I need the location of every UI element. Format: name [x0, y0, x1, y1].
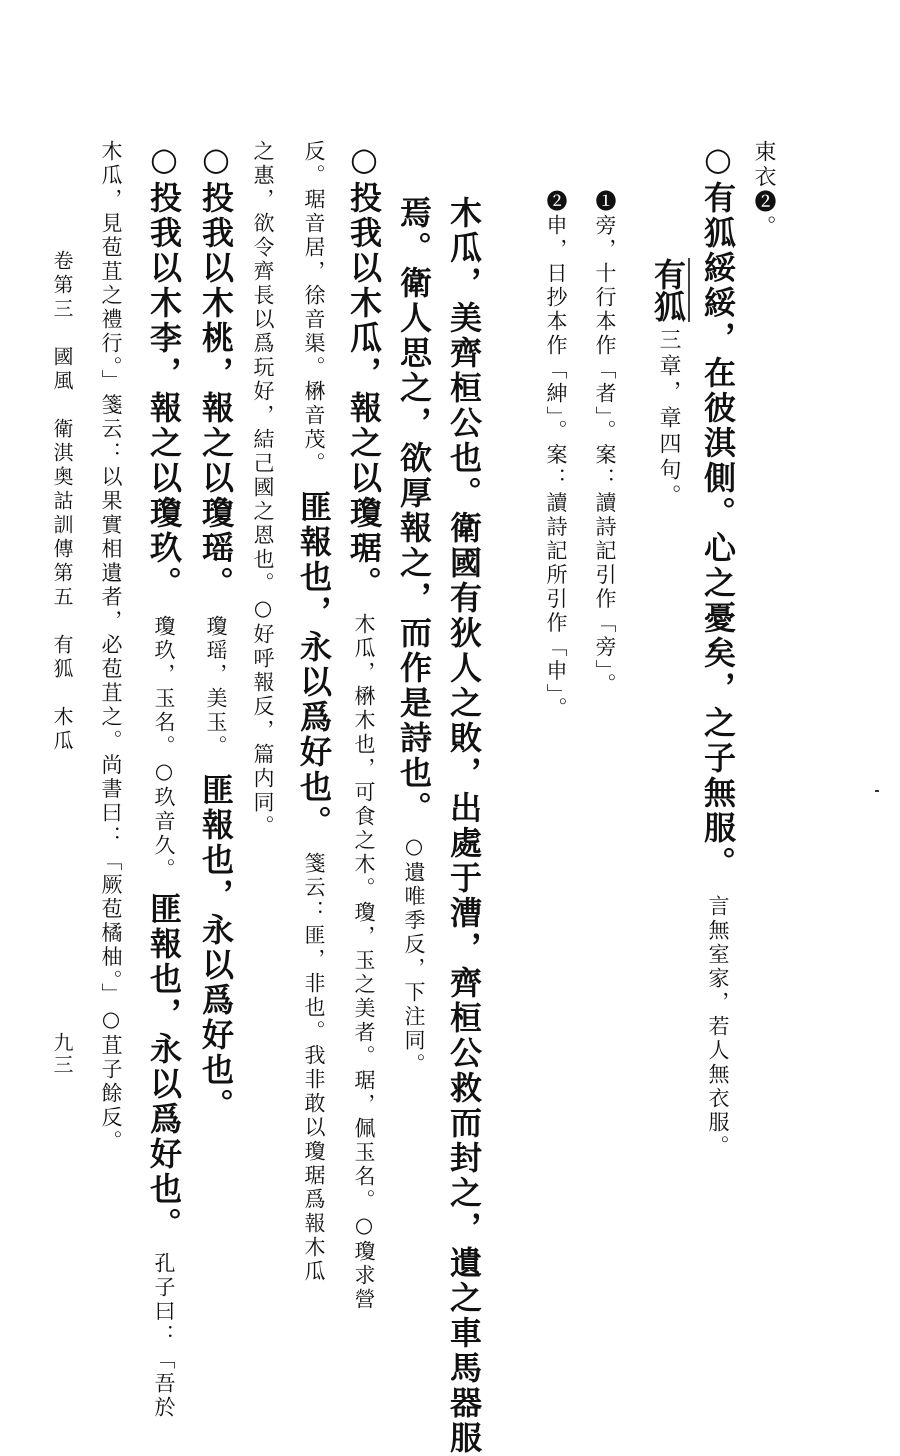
preface-line-1: 木瓜，美齊桓公也。衛國有狄人之敗，出處于漕，齊桓公救而封之，遺之車馬器服	[445, 196, 483, 1456]
page-number: 九三	[50, 1032, 74, 1076]
stanza-3	[145, 140, 183, 1420]
footnote-1: ❶旁，十行本作「者」。案：讀詩記引作「旁」。	[593, 190, 617, 697]
stanza-3-note-2: 孔子曰：「吾於	[152, 1252, 176, 1420]
running-footer: 卷第三 國風 衛淇奥詁訓傳第五 有狐 木瓜	[50, 250, 74, 754]
stanza-1-note-2: 反。琚音居，徐音渠。楙音茂。	[302, 140, 326, 476]
stanza-2	[197, 140, 235, 1123]
poem-text: ○有狐綏綏，在彼淇側。心之憂矣，之子無服。	[699, 140, 737, 881]
title-rest: 三章，章四句。	[656, 328, 681, 510]
stanza-1-note: 木瓜，楙木也，可食之木。瓊，玉之美者。琚，佩玉名。○瓊求營	[352, 613, 376, 1312]
title-name: 有狐	[649, 258, 690, 322]
stanza-2-text: ○投我以木桃，報之以瓊瑶。	[197, 140, 235, 601]
poem-line-1	[699, 140, 737, 1159]
stanza-3-note: 瓊玖，玉名。○玖音久。	[152, 615, 176, 882]
section-title	[649, 258, 687, 510]
preface-line-2	[395, 196, 433, 1077]
stanza-2-note: 瓊瑶，美玉。	[204, 615, 228, 759]
stanza-3-note-3: 木瓜，見苞苴之禮行。」箋云：以果實相遺者，必苞苴之。尚書曰：「厥苞橘柚。」○苴子餘反。	[99, 140, 123, 1154]
preface-text: 焉。衛人思之，欲厚報之，而作是詩也。	[395, 196, 433, 826]
stanza-1-note-4: 之惠，欲令齊長以爲玩好，結己國之恩也。○好呼報反，篇内同。	[251, 140, 275, 839]
stanza-1	[345, 140, 383, 1312]
fragment-text: 束衣❷。	[751, 140, 776, 240]
stanza-3-text: ○投我以木李，報之以瓊玖。	[145, 140, 183, 601]
stanza-1-cont	[295, 140, 333, 1284]
stanza-1-note-3: 箋云：匪，非也。我非敢以瓊琚爲報木瓜	[302, 852, 326, 1284]
poem-commentary: 言無室家，若人無衣服。	[706, 895, 730, 1159]
stray-mark	[875, 790, 879, 792]
stanza-1-text: ○投我以木瓜，報之以瓊琚。	[345, 140, 383, 601]
stanza-1-refrain: 匪報也，永以爲好也。	[295, 490, 333, 840]
stanza-2-refrain: 匪報也，永以爲好也。	[197, 773, 235, 1123]
footnote-2: ❷申，日抄本作「紳」。案：讀詩記所引作「申」。	[544, 190, 568, 721]
header-fragment	[752, 140, 774, 240]
preface-note: ○遺唯季反，下注同。	[402, 834, 426, 1077]
stanza-3-refrain: 匪報也，永以爲好也。	[145, 892, 183, 1242]
